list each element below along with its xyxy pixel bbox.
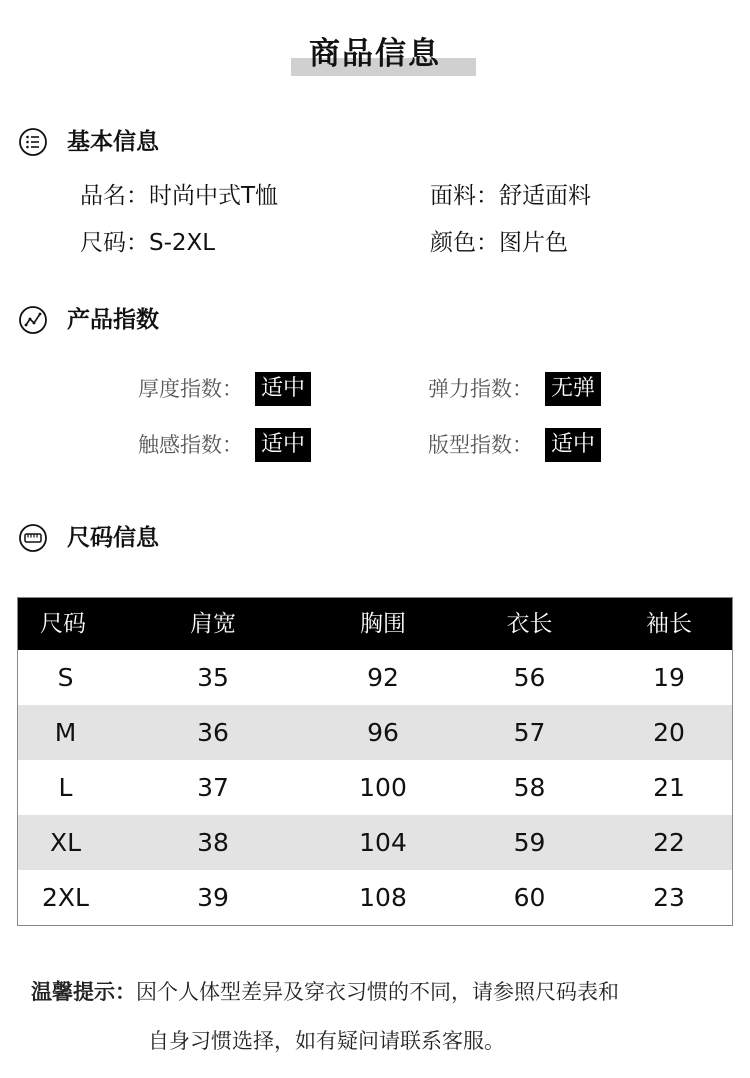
tip-line-1 xyxy=(31,977,731,1007)
index-value-badge: 适中 xyxy=(545,428,601,462)
table-cell: M xyxy=(54,718,77,747)
index-value-badge: 适中 xyxy=(255,372,311,406)
table-row xyxy=(18,870,732,925)
column-header-chest: 胸围 xyxy=(360,611,406,637)
index-value-badge: 无弹 xyxy=(545,372,601,406)
index-label: 弹力指数： xyxy=(428,377,533,401)
size-table xyxy=(17,597,733,926)
index-label: 厚度指数： xyxy=(138,377,243,401)
table-cell: 39 xyxy=(197,883,229,912)
index-label: 触感指数： xyxy=(138,433,243,457)
page-title: 商品信息 xyxy=(309,36,441,72)
table-cell: S xyxy=(57,663,74,692)
table-cell: 36 xyxy=(197,718,229,747)
table-cell: L xyxy=(58,773,73,802)
table-cell: 56 xyxy=(513,663,546,692)
index-elasticity xyxy=(428,372,601,406)
table-cell: 96 xyxy=(367,718,399,747)
index-thickness xyxy=(138,372,311,406)
table-cell: 92 xyxy=(367,663,399,692)
trend-icon xyxy=(18,305,48,335)
list-icon xyxy=(18,127,48,157)
table-cell: 108 xyxy=(359,883,407,912)
section-header-basic xyxy=(18,127,159,157)
column-header-size: 尺码 xyxy=(40,611,86,637)
table-row xyxy=(18,815,732,870)
section-title-size: 尺码信息 xyxy=(67,525,159,551)
table-cell: 104 xyxy=(359,828,407,857)
title-block xyxy=(0,32,750,78)
table-cell: 100 xyxy=(359,773,407,802)
tip-label: 温馨提示： xyxy=(31,980,136,1004)
section-title-index: 产品指数 xyxy=(67,307,159,333)
table-cell: 21 xyxy=(653,773,685,802)
section-title-basic: 基本信息 xyxy=(67,129,159,155)
table-cell: 60 xyxy=(513,883,546,912)
info-color: 颜色：图片色 xyxy=(430,230,568,256)
info-fabric: 面料：舒适面料 xyxy=(430,183,591,209)
table-cell: 38 xyxy=(197,828,229,857)
index-label: 版型指数： xyxy=(428,433,533,457)
table-cell: 20 xyxy=(653,718,685,747)
table-cell: XL xyxy=(49,828,82,857)
section-header-index xyxy=(18,305,159,335)
ruler-icon xyxy=(18,523,48,553)
table-cell: 19 xyxy=(653,663,685,692)
index-touch xyxy=(138,428,311,462)
table-cell: 35 xyxy=(197,663,229,692)
table-cell: 22 xyxy=(653,828,685,857)
tip-text-1: 因个人体型差异及穿衣习惯的不同，请参照尺码表和 xyxy=(136,980,619,1004)
table-cell: 37 xyxy=(197,773,229,802)
index-value-badge: 适中 xyxy=(255,428,311,462)
table-cell: 58 xyxy=(513,773,546,802)
table-cell: 59 xyxy=(513,828,546,857)
table-header-row xyxy=(18,598,732,650)
index-fit xyxy=(428,428,601,462)
table-cell: 57 xyxy=(513,718,546,747)
table-cell: 2XL xyxy=(42,883,89,912)
table-cell: 23 xyxy=(653,883,685,912)
column-header-sleeve: 袖长 xyxy=(646,611,692,637)
table-row xyxy=(18,760,732,815)
info-product-name: 品名：时尚中式T恤 xyxy=(80,183,279,209)
table-row xyxy=(18,705,732,760)
tip-text-2: 自身习惯选择，如有疑问请联系客服。 xyxy=(148,1029,505,1053)
table-row xyxy=(18,650,732,705)
info-size-range: 尺码：S-2XL xyxy=(80,230,216,256)
column-header-shoulder: 肩宽 xyxy=(190,611,236,637)
column-header-length: 衣长 xyxy=(506,611,553,637)
section-header-size xyxy=(18,523,159,553)
